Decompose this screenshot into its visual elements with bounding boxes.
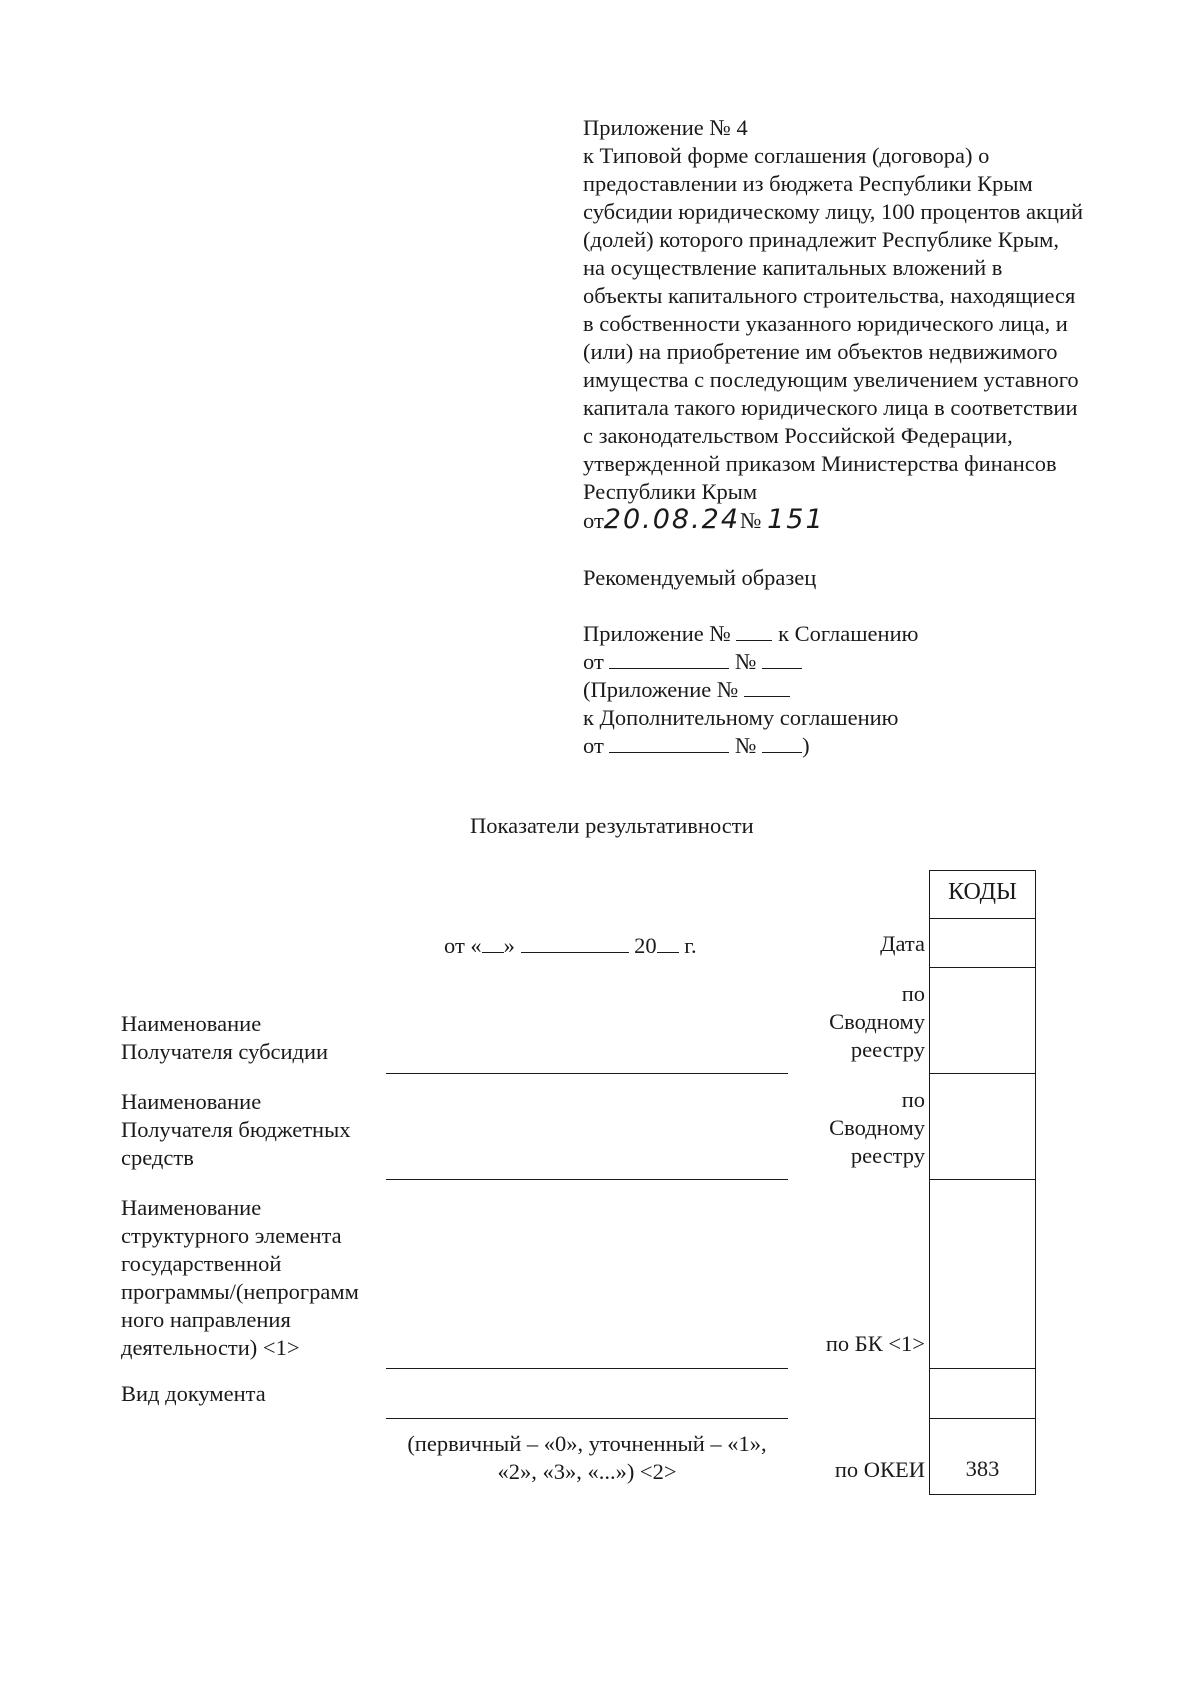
codes-divider <box>929 918 1036 919</box>
appendix-line: (долей) которого принадлежит Республике Крым, <box>583 227 1060 252</box>
input-line-doc-type <box>386 1418 788 1419</box>
input-line-recipient-budget <box>386 1179 788 1180</box>
svod-label-2: реестру <box>850 1143 925 1168</box>
date-label: Дата <box>880 931 925 956</box>
blank-field <box>657 932 679 953</box>
field-label-recipient-budget: Наименование <box>121 1089 262 1114</box>
codes-header: КОДЫ <box>948 879 1017 905</box>
okei-code-value: 383 <box>965 1456 1000 1481</box>
appendix-line: имущества с последующим увеличением уставного <box>583 367 1079 392</box>
agreement-line-3: (Приложение № <box>583 676 790 704</box>
recommended-sample: Рекомендуемый образец <box>583 565 817 590</box>
agreement-line-5: от № ) <box>583 733 810 758</box>
blank-field <box>762 732 802 753</box>
blank-field <box>609 648 729 669</box>
page-title: Показатели результативности <box>470 813 754 838</box>
field-label-recipient-budget: Получателя бюджетных <box>121 1117 351 1142</box>
blank-field <box>744 676 790 697</box>
codes-divider <box>929 1179 1036 1180</box>
codes-right-border <box>1035 870 1036 1495</box>
svod-label-2: по <box>901 1087 925 1112</box>
svod-label-1: Сводному <box>829 1009 925 1034</box>
field-label-doc-type: Вид документа <box>121 1381 266 1406</box>
field-label-structural-element: деятельности) <1> <box>121 1335 300 1360</box>
agreement-line-1: Приложение № к Соглашению <box>583 621 919 646</box>
appendix-line: субсидии юридическому лицу, 100 процентов акций <box>583 199 1084 224</box>
field-label-structural-element: Наименование <box>121 1195 262 1220</box>
blank-field <box>482 932 504 953</box>
number-prefix: № <box>740 508 762 533</box>
agreement-line-2: от № <box>583 648 802 676</box>
field-label-recipient-budget: средств <box>121 1145 194 1170</box>
field-label-structural-element: программы/(непрограмм <box>121 1279 359 1304</box>
form-date-line: от « » 20 г. <box>444 933 697 958</box>
appendix-line: предоставлении из бюджета Республики Крым <box>583 171 1033 196</box>
appendix-line: Республики Крым <box>583 479 758 504</box>
okei-label: по ОКЕИ <box>834 1457 925 1482</box>
blank-field <box>521 932 629 953</box>
bk-label: по БК <1> <box>825 1331 925 1356</box>
svod-label-1: реестру <box>850 1037 925 1062</box>
date-prefix: от <box>583 508 604 533</box>
codes-divider <box>929 967 1036 968</box>
handwritten-number: 151 <box>767 504 825 535</box>
svod-label-1: по <box>901 981 925 1006</box>
field-label-recipient-subsidy: Получателя субсидии <box>121 1039 329 1064</box>
blank-field <box>609 732 729 753</box>
codes-divider <box>929 1368 1036 1369</box>
appendix-line: Приложение № 4 <box>583 115 748 140</box>
input-line-recipient-subsidy <box>386 1073 788 1074</box>
codes-divider <box>929 1494 1036 1495</box>
codes-divider <box>929 1418 1036 1419</box>
input-line-structural-element <box>386 1368 788 1369</box>
field-label-recipient-subsidy: Наименование <box>121 1011 262 1036</box>
appendix-line: утвержденной приказом Министерства финансов <box>583 451 1057 476</box>
appendix-line: объекты капитального строительства, находящиеся <box>583 283 1076 308</box>
field-label-structural-element: ного направления <box>121 1307 291 1332</box>
codes-left-border <box>929 870 930 1495</box>
appendix-line: (или) на приобретение им объектов недвижимого <box>583 339 1058 364</box>
field-label-structural-element: государственной <box>121 1251 282 1276</box>
appendix-date-line <box>583 506 825 535</box>
blank-field <box>736 620 772 641</box>
appendix-line: в собственности указанного юридического лица, и <box>583 311 1068 336</box>
handwritten-date: 20.08.24 <box>603 504 741 535</box>
appendix-line: на осуществление капитальных вложений в <box>583 255 1003 280</box>
codes-divider <box>929 870 1036 871</box>
doc-type-hint: (первичный – «0», уточненный – «1», <box>407 1431 767 1456</box>
codes-divider <box>929 1073 1036 1074</box>
appendix-line: с законодательством Российской Федерации, <box>583 423 1013 448</box>
appendix-line: к Типовой форме соглашения (договора) о <box>583 143 990 168</box>
agreement-line-4: к Дополнительному соглашению <box>583 705 899 730</box>
field-label-structural-element: структурного элемента <box>121 1223 342 1248</box>
doc-type-hint: «2», «3», «...») <2> <box>497 1459 677 1484</box>
blank-field <box>762 648 802 669</box>
svod-label-2: Сводному <box>829 1115 925 1140</box>
appendix-line: капитала такого юридического лица в соответствии <box>583 395 1078 420</box>
